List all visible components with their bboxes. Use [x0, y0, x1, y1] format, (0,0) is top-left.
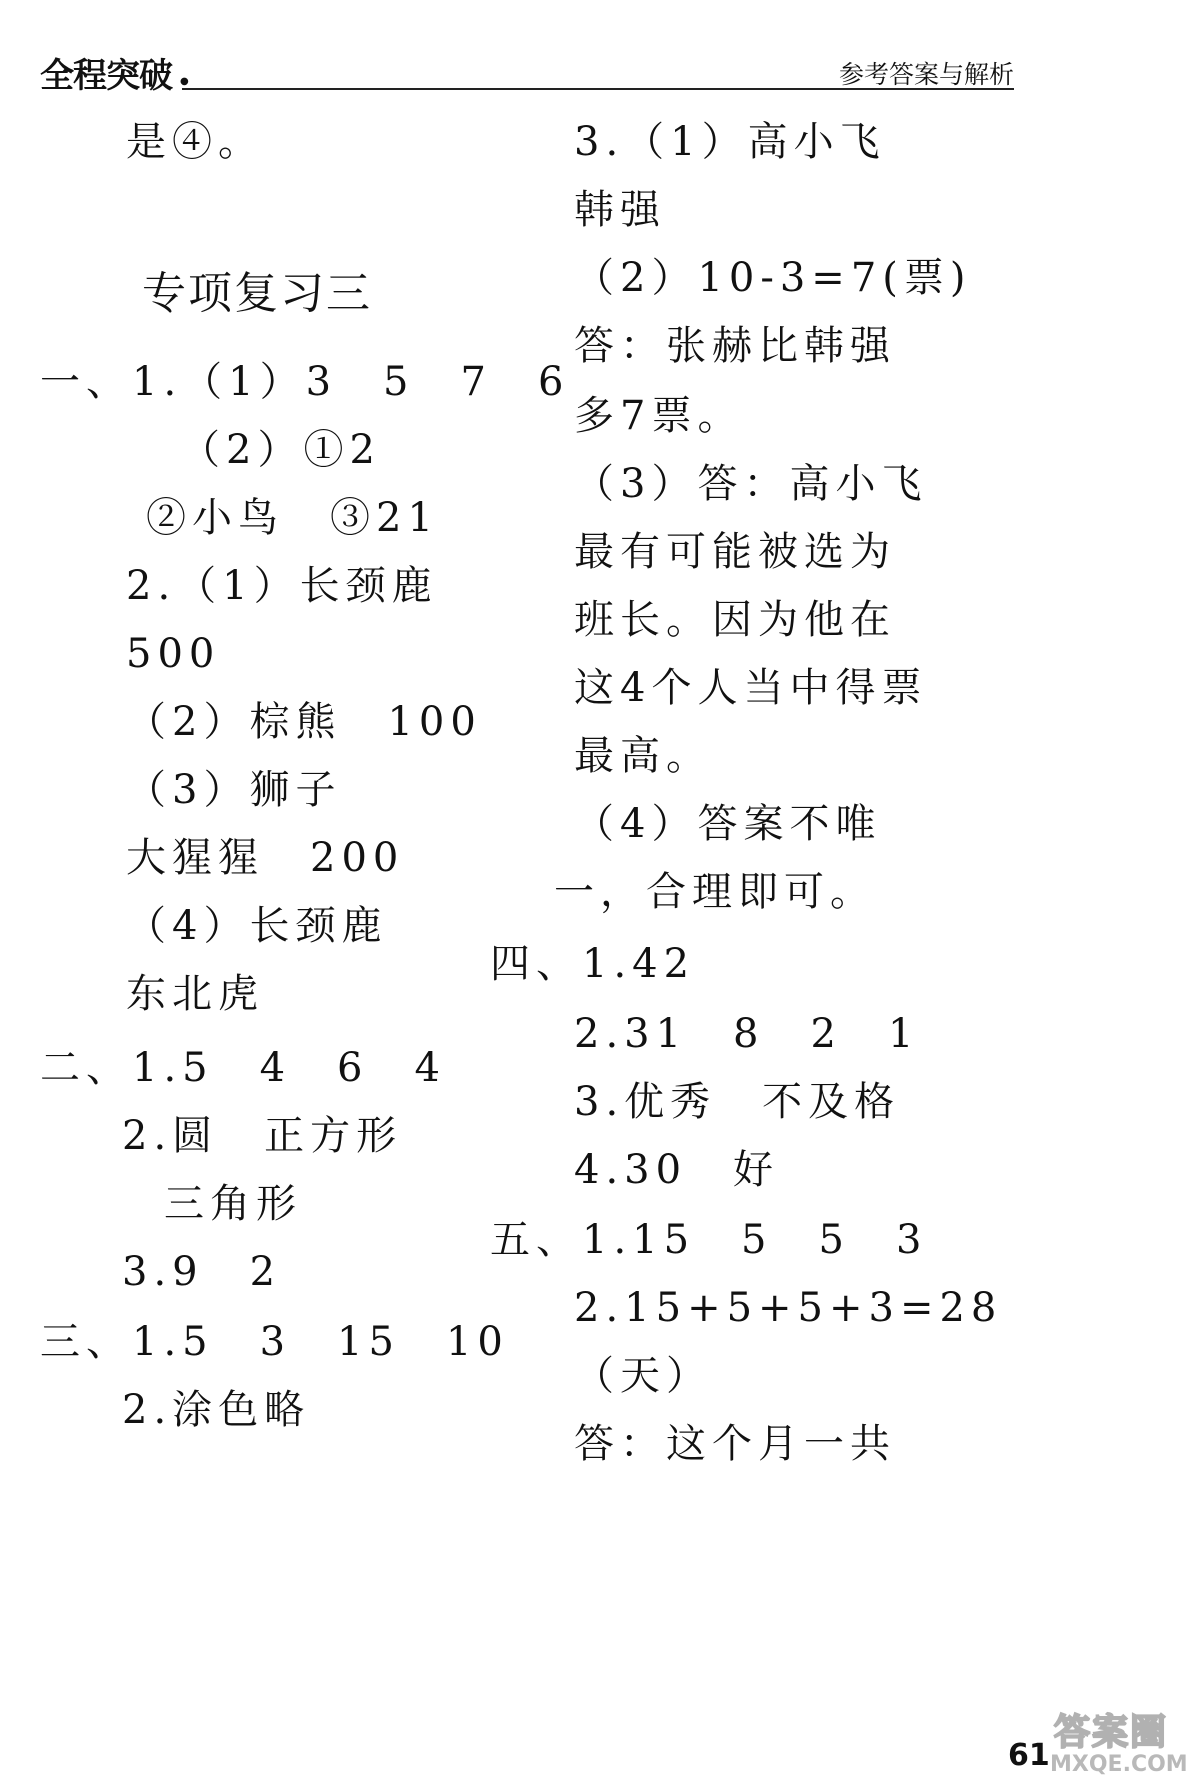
answer-line: 三角形 [164, 1181, 302, 1227]
answer-line: 最有可能被选为 [574, 529, 896, 575]
answer-line: 二、1.5 4 6 4 [40, 1045, 446, 1091]
page-number: 61 [1008, 1738, 1050, 1773]
answer-line: 2.（1）长颈鹿 [126, 563, 438, 609]
answer-line: 三、1.5 3 15 10 [40, 1319, 509, 1365]
answer-line: 最高。 [574, 733, 712, 779]
answer-line: 五、1.15 5 5 3 [490, 1217, 928, 1263]
answer-line: （3）答：高小飞 [574, 461, 928, 507]
answer-line: （2）①2 [180, 427, 381, 473]
answer-line: （2）棕熊 100 [126, 699, 482, 745]
answer-line: 一、1.（1）3 5 7 6 [40, 359, 570, 405]
answer-line: 3.优秀 不及格 [574, 1079, 901, 1125]
header-rule [182, 88, 1014, 90]
answer-line: 这4个人当中得票 [574, 665, 928, 711]
watermark-logo: 答案圈 [1054, 1712, 1169, 1753]
answer-line: 3.（1）高小飞 [574, 119, 886, 165]
answer-line: （2）10-3=7(票) [574, 255, 972, 301]
header-title: 参考答案与解析 [838, 60, 1014, 89]
answer-line: 500 [126, 631, 221, 677]
answer-line: 四、1.42 [490, 941, 696, 987]
answer-line: 大猩猩 200 [126, 835, 405, 881]
answer-line: 班长。因为他在 [574, 597, 896, 643]
section-heading: 专项复习三 [142, 268, 372, 319]
answer-line: ②小鸟 ③21 [146, 495, 439, 541]
answer-line: 多7票。 [574, 393, 744, 439]
answer-line: （4）答案不唯 [574, 801, 882, 847]
answer-line: （3）狮子 [126, 767, 342, 813]
answer-line: （天） [574, 1353, 712, 1399]
answer-line: 3.9 2 [122, 1249, 282, 1295]
answer-line: 东北虎 [126, 971, 264, 1017]
answer-line: （4）长颈鹿 [126, 903, 388, 949]
answer-line: 一，合理即可。 [554, 869, 876, 915]
answer-line: 韩强 [574, 187, 666, 233]
answer-line: 答：张赫比韩强 [574, 323, 896, 369]
watermark-url: MXQE.COM [1050, 1752, 1188, 1777]
header-dot: ● [180, 76, 189, 87]
answer-line: 4.30 好 [574, 1147, 780, 1193]
watermark [1048, 1700, 1188, 1782]
answer-line: 2.31 8 2 1 [574, 1011, 920, 1057]
header-brand: 全程突破 [40, 56, 172, 96]
answer-line: 2.15+5+5+3=28 [574, 1285, 1003, 1331]
answer-line: 2.圆 正方形 [122, 1113, 403, 1159]
answer-line: 2.涂色略 [122, 1387, 311, 1433]
answer-line: 是④。 [126, 119, 264, 165]
answer-line: 答：这个月一共 [574, 1421, 896, 1467]
